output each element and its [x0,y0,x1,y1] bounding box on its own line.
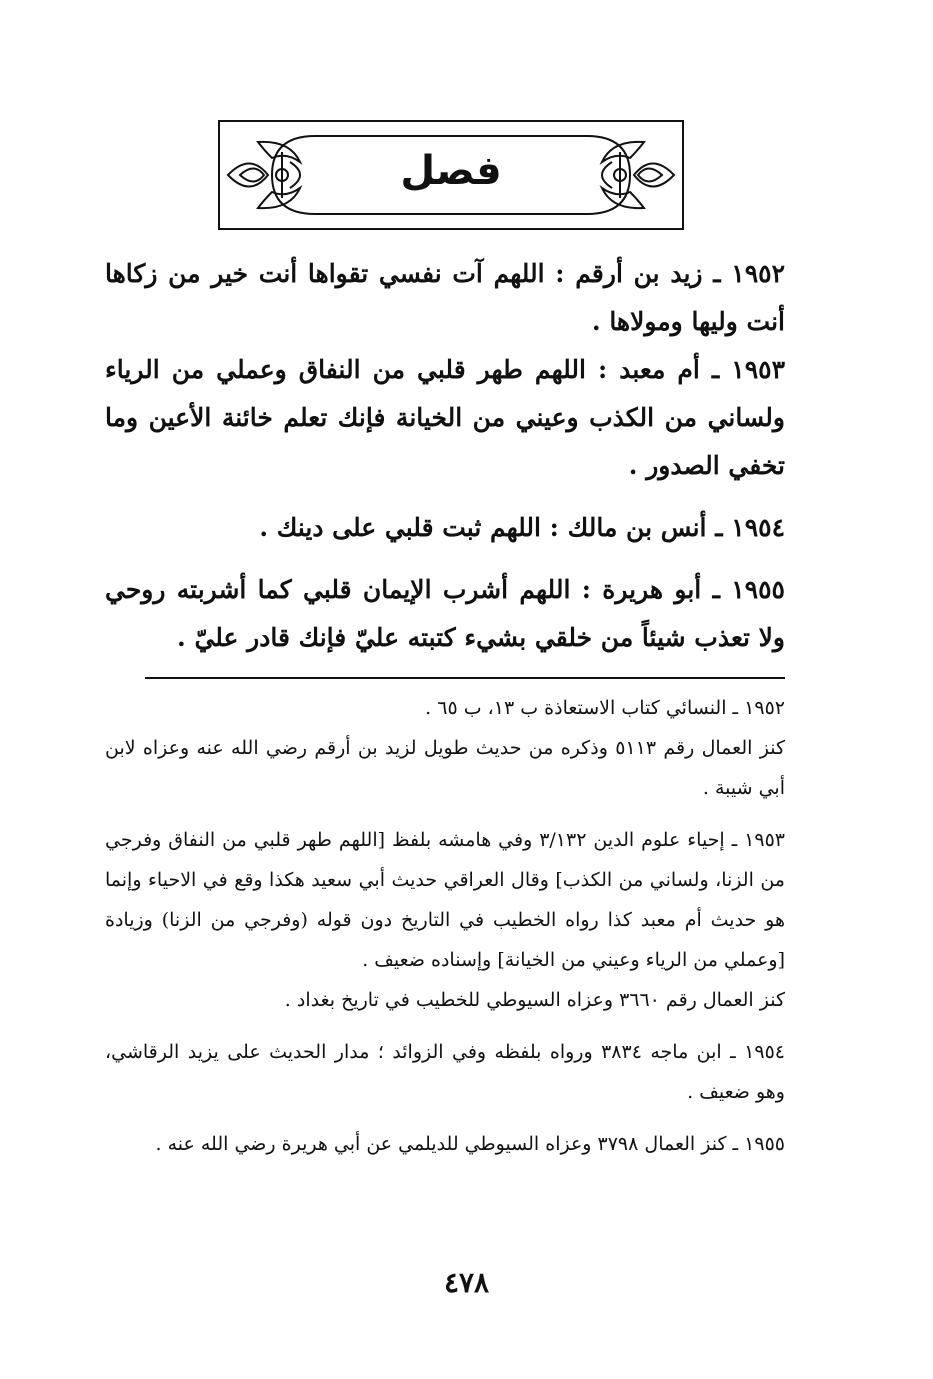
footnote-number: ١٩٥٢ [744,697,785,719]
entry-1954 [105,504,785,552]
entry-number: ١٩٥٢ [731,259,785,288]
dash: ـ [732,1133,739,1155]
entry-text: : اللهم آت نفسي تقواها أنت خير من زكاها أنت وليها ومولاها . [105,259,785,336]
footnote-text: إحياء علوم الدين ٣/١٣٢ وفي هامشه بلفظ [اللهم طهر قلبي من النفاق وفرجي من الزنا، ولساني من الكذب] وقال العراقي حديث أبي سعيد هكذا وقع في الاحياء وإنما هو حديث أم معبد كذا رواه الخطيب في التاريخ دون قوله (وفرجي من الزنا) وزيادة [وعملي من الرياء وعيني من الخيانة] وإسناده ضعيف . [105,829,785,971]
dash: ـ [711,355,720,384]
entry-number: ١٩٥٣ [731,355,785,384]
narrator-name: أنس بن مالك [567,513,707,542]
dash: ـ [730,1041,736,1063]
footnote-number: ١٩٥٥ [744,1133,785,1155]
footnote-1954 [105,1032,785,1112]
footnote-text: ابن ماجه ٣٨٣٤ ورواه بلفظه وفي الزوائد ؛ مدار الحديث على يزيد الرقاشي، وهو ضعيف . [105,1041,785,1103]
main-text [105,250,785,662]
footnote-text: كنز العمال ٣٧٩٨ وعزاه السيوطي للديلمي عن أبي هريرة رضي الله عنه . [155,1133,727,1155]
entry-number: ١٩٥٥ [731,575,785,604]
footnote-1952 [105,688,785,728]
entry-1955 [105,566,785,662]
footnote-text: النسائي كتاب الاستعاذة ب ١٣، ب ٦٥ . [425,697,727,719]
footnote-number: ١٩٥٤ [744,1041,785,1063]
footnote-text: كنز العمال رقم ٥١١٣ وذكره من حديث طويل لزيد بن أرقم رضي الله عنه وعزاه لابن أبي شيبة . [105,737,785,799]
footnote-1952-line2 [105,728,785,808]
entry-text: : اللهم طهر قلبي من النفاق وعملي من الرياء ولساني من الكذب وعيني من الخيانة فإنك تعلم خائنة الأعين وما تخفي الصدور . [105,355,785,480]
footnotes [105,688,785,1164]
footnote-1955 [105,1124,785,1164]
narrator-name: أم معبد [619,355,700,384]
dash: ـ [715,513,723,542]
entry-number: ١٩٥٤ [731,513,785,542]
dash: ـ [732,697,739,719]
footnote-1953 [105,820,785,980]
narrator-name: أبو هريرة [602,575,702,604]
footnote-separator [145,677,785,679]
dash: ـ [731,829,738,851]
dash: ـ [713,259,721,288]
chapter-title: فصل [400,148,502,194]
entry-text: : اللهم ثبت قلبي على دينك . [259,513,559,542]
entry-1952 [105,250,785,346]
entry-1953 [105,346,785,490]
footnote-text: كنز العمال رقم ٣٦٦٠ وعزاه السيوطي للخطيب في تاريخ بغداد . [284,989,785,1011]
dash: ـ [712,575,720,604]
chapter-header [218,120,684,230]
page-number: ٤٧٨ [443,1266,490,1299]
footnote-number: ١٩٥٣ [744,829,785,851]
footnote-1953-line2 [105,980,785,1020]
narrator-name: زيد بن أرقم [575,259,703,288]
entry-text: : اللهم أشرب الإيمان قلبي كما أشربته روحي ولا تعذب شيئاً من خلقي بشيء كتبته عليّ فإنك قادر عليّ . [105,575,785,652]
